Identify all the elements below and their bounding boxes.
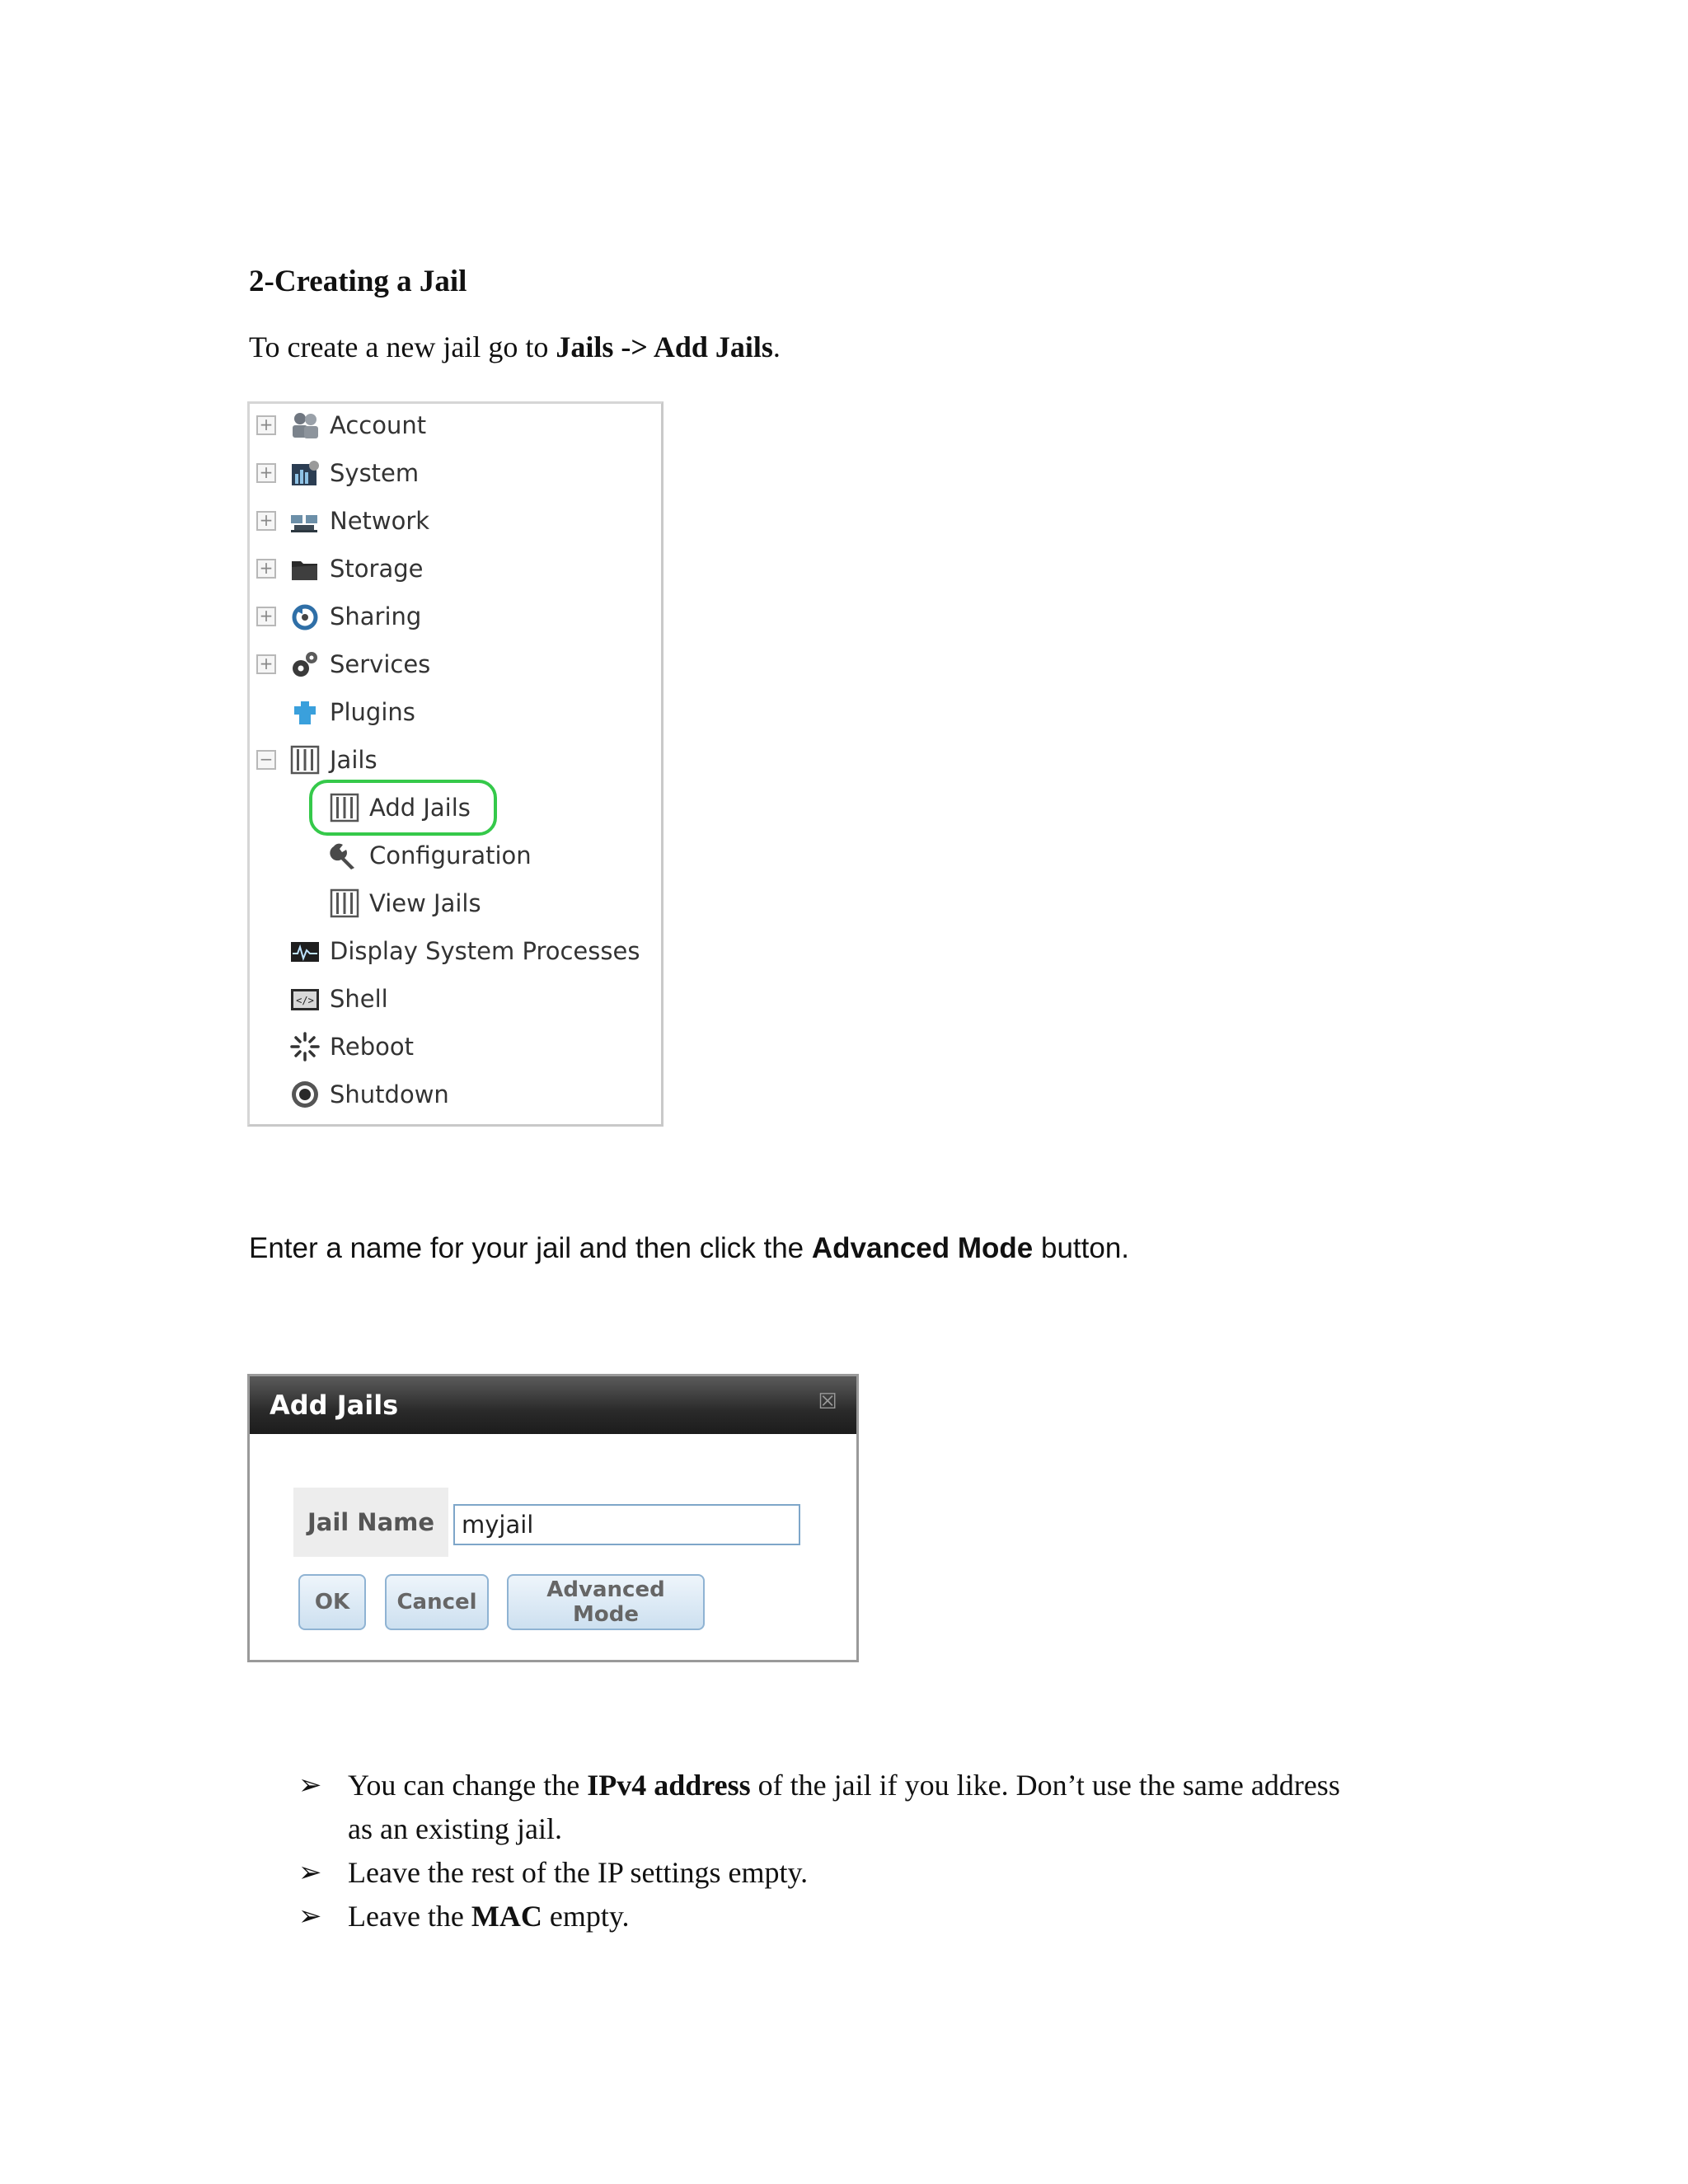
- sidebar-item-label: Shutdown: [330, 1080, 449, 1108]
- sidebar-item-label: Plugins: [330, 698, 415, 726]
- list-item: [298, 1851, 1362, 1895]
- list-item: [298, 1764, 1362, 1851]
- bullet-text-end: of the jail if you like. Don’t use the same address as an existing jail.: [348, 1769, 1340, 1845]
- sidebar-item-plugins[interactable]: [250, 691, 658, 733]
- sidebar-item-label: Network: [330, 507, 430, 535]
- sidebar-item-shutdown[interactable]: [250, 1073, 658, 1116]
- expand-icon[interactable]: +: [256, 463, 276, 483]
- sidebar-item-add-jails[interactable]: [250, 786, 658, 829]
- list-item: [298, 1895, 1362, 1938]
- sidebar-item-content: [328, 834, 532, 877]
- svg-text:</>: </>: [296, 995, 314, 1006]
- sidebar-item-content: [288, 1025, 414, 1068]
- sidebar-item-services[interactable]: [250, 643, 658, 686]
- add-jails-dialog: [247, 1374, 859, 1662]
- processes-icon: [288, 935, 321, 968]
- bullet-text: Leave the rest of the IP settings empty.: [348, 1856, 809, 1889]
- sidebar-item-content: [288, 930, 640, 972]
- sidebar-item-reboot[interactable]: [250, 1025, 658, 1068]
- bullet-text: You can change the: [348, 1769, 588, 1802]
- account-icon: [288, 409, 321, 442]
- sidebar-item-content: [288, 977, 388, 1020]
- expand-icon[interactable]: +: [256, 415, 276, 435]
- sidebar-item-label: Jails: [330, 746, 377, 774]
- sidebar-item-content: [288, 547, 423, 590]
- instruction-text: Enter a name for your jail and then click the: [249, 1232, 812, 1264]
- sidebar-item-shell[interactable]: [250, 977, 658, 1020]
- sidebar-item-label: System: [330, 459, 420, 487]
- cancel-button[interactable]: Cancel: [385, 1574, 489, 1630]
- instruction-end: button.: [1033, 1232, 1130, 1264]
- sidebar-item-label: Account: [330, 411, 427, 439]
- section-heading: 2-Creating a Jail: [249, 265, 467, 298]
- sidebar-item-label: Shell: [330, 985, 388, 1013]
- instruction-button-name: Advanced Mode: [811, 1232, 1034, 1264]
- close-icon[interactable]: ☒: [818, 1390, 837, 1414]
- sidebar-item-label: Sharing: [330, 602, 422, 630]
- sidebar-item-content: [288, 738, 377, 781]
- intro-text: To create a new jail go to: [249, 330, 556, 363]
- sidebar-item-configuration[interactable]: [250, 834, 658, 877]
- collapse-icon[interactable]: −: [256, 750, 276, 770]
- sidebar-item-network[interactable]: [250, 499, 658, 542]
- bullet-bold: IPv4 address: [587, 1769, 751, 1802]
- jails-icon: [328, 887, 361, 920]
- sidebar-item-label: Storage: [330, 555, 424, 583]
- dialog-title: Add Jails: [270, 1390, 399, 1421]
- sidebar-item-system[interactable]: [250, 452, 658, 494]
- sidebar-item-content: [288, 404, 426, 447]
- arrow-bullet-icon: ➢: [298, 1901, 322, 1932]
- sidebar-item-display-system-processes[interactable]: [250, 930, 658, 972]
- sidebar-item-sharing[interactable]: [250, 595, 658, 638]
- sidebar-item-content: [328, 786, 471, 829]
- intro-paragraph: [249, 330, 781, 364]
- intro-path: Jails -> Add Jails: [556, 330, 773, 363]
- bullet-text: Leave the: [348, 1900, 471, 1933]
- sidebar-item-label: View Jails: [369, 889, 481, 917]
- sidebar-item-view-jails[interactable]: [250, 882, 658, 925]
- jail-name-label: Jail Name: [293, 1488, 448, 1557]
- sidebar-item-storage[interactable]: [250, 547, 658, 590]
- arrow-bullet-icon: ➢: [298, 1858, 322, 1888]
- advanced-mode-button[interactable]: Advanced Mode: [507, 1574, 705, 1630]
- arrow-bullet-icon: ➢: [298, 1770, 322, 1801]
- sharing-icon: [288, 600, 321, 633]
- network-icon: [288, 504, 321, 537]
- navigation-tree: [247, 401, 663, 1127]
- sidebar-item-account[interactable]: [250, 404, 658, 447]
- shutdown-icon: [288, 1078, 321, 1111]
- bullet-text-end: empty.: [542, 1900, 630, 1933]
- sidebar-item-content: [288, 452, 419, 494]
- sidebar-item-content: [288, 499, 429, 542]
- expand-icon[interactable]: +: [256, 654, 276, 674]
- expand-icon[interactable]: +: [256, 511, 276, 531]
- sidebar-item-content: [288, 643, 430, 686]
- bullet-list: [298, 1764, 1362, 1938]
- dialog-titlebar: [250, 1376, 856, 1434]
- sidebar-item-content: [288, 691, 415, 733]
- services-icon: [288, 648, 321, 681]
- sidebar-item-label: Reboot: [330, 1033, 414, 1061]
- sidebar-item-jails[interactable]: [250, 738, 658, 781]
- sidebar-item-content: [328, 882, 481, 925]
- ok-button[interactable]: OK: [298, 1574, 366, 1630]
- plugins-icon: [288, 696, 321, 729]
- shell-icon: [288, 982, 321, 1015]
- expand-icon[interactable]: +: [256, 607, 276, 626]
- system-icon: [288, 457, 321, 490]
- reboot-icon: [288, 1030, 321, 1063]
- instruction-paragraph: [249, 1232, 1129, 1265]
- sidebar-item-label: Services: [330, 650, 431, 678]
- jails-icon: [328, 791, 361, 824]
- intro-end: .: [772, 330, 781, 363]
- sidebar-item-label: Display System Processes: [330, 937, 640, 965]
- sidebar-item-content: [288, 1073, 449, 1116]
- sidebar-item-content: [288, 595, 421, 638]
- storage-icon: [288, 552, 321, 585]
- sidebar-item-label: Configuration: [369, 841, 532, 869]
- jails-icon: [288, 743, 321, 776]
- expand-icon[interactable]: +: [256, 559, 276, 579]
- bullet-bold: MAC: [471, 1900, 542, 1933]
- sidebar-item-label: Add Jails: [369, 794, 471, 822]
- jail-name-input[interactable]: [453, 1504, 800, 1545]
- wrench-icon: [328, 839, 361, 872]
